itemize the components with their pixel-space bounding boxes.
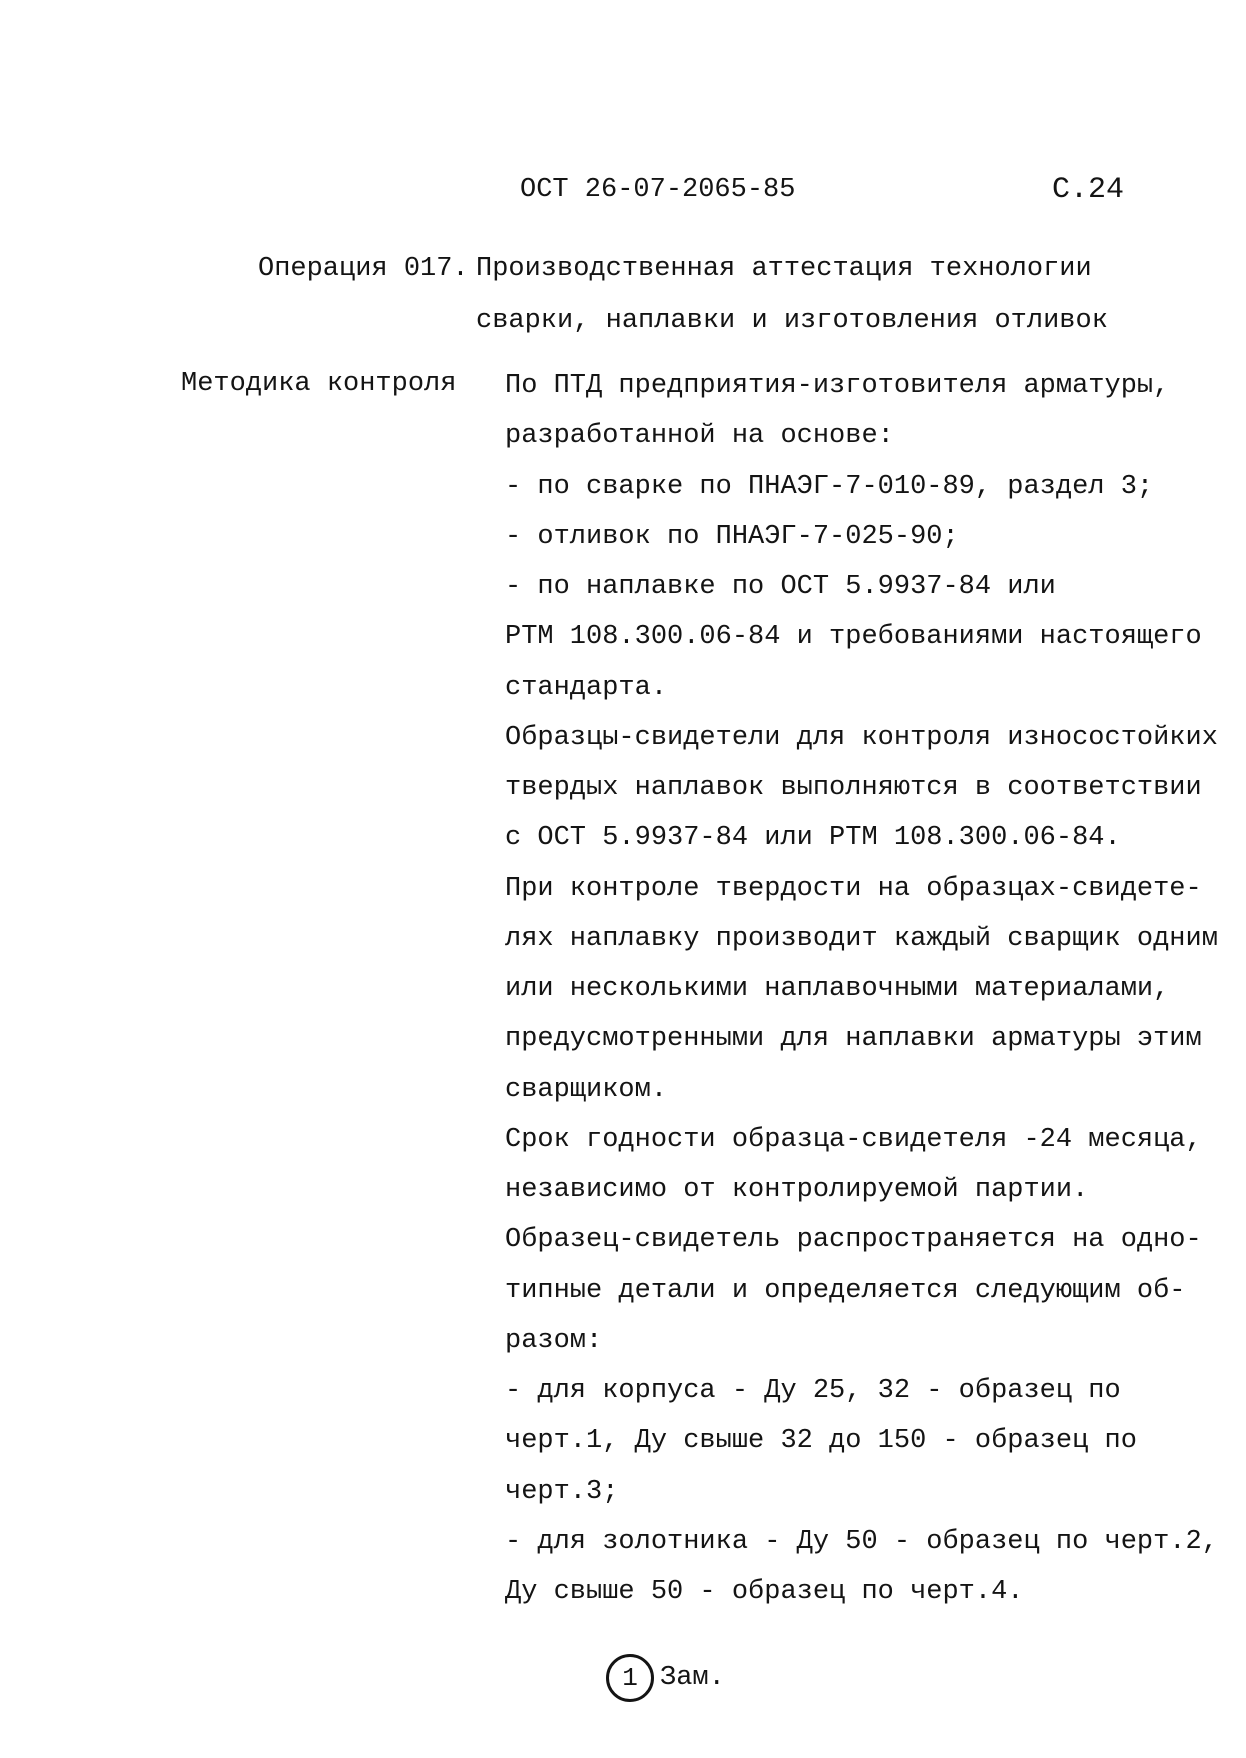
operation-title-line-1: Производственная аттестация технологии — [476, 254, 1092, 284]
text-line: Срок годности образца-свидетеля -24 месяца, — [505, 1124, 1202, 1155]
text-line: независимо от контролируемой партии. — [505, 1175, 1089, 1205]
text-line: с ОСТ 5.9937-84 или РТМ 108.300.06-84. — [505, 823, 1121, 854]
text-line: твердых наплавок выполняются в соответствии — [505, 773, 1202, 803]
method-label: Методика контроля — [181, 369, 457, 399]
text-line: Ду свыше 50 - образец по черт.4. — [505, 1577, 1024, 1607]
page-number: С.24 — [1052, 173, 1125, 207]
text-line: - для корпуса - Ду 25, 32 - образец по — [505, 1376, 1121, 1406]
method-body — [505, 369, 1218, 1625]
text-line: По ПТД предприятия-изготовителя арматуры, — [505, 371, 1170, 401]
text-line: - по сварке по ПНАЭГ-7-010-89, раздел 3; — [505, 471, 1154, 502]
text-line: - по наплавке по ОСТ 5.9937-84 или — [505, 572, 1056, 602]
text-line: разработанной на основе: — [505, 421, 894, 452]
text-line: разом: — [505, 1325, 603, 1356]
document-code: ОСТ 26-07-2065-85 — [520, 175, 796, 205]
text-line: стандарта. — [505, 672, 668, 703]
change-number-circle: 1 — [606, 1654, 654, 1702]
text-line: - для золотника - Ду 50 - образец по черт.2, — [505, 1526, 1218, 1557]
text-line: предусмотренными для наплавки арматуры этим — [505, 1024, 1202, 1055]
text-line: типные детали и определяется следующим об- — [505, 1275, 1186, 1306]
operation-label: Операция 017. — [258, 254, 469, 284]
text-line: РТМ 108.300.06-84 и требованиями настоящего — [505, 622, 1202, 653]
text-line: - отливок по ПНАЭГ-7-025-90; — [505, 521, 959, 552]
operation-title-line-2: сварки, наплавки и изготовления отливок — [476, 306, 1108, 336]
text-line: черт.3; — [505, 1476, 619, 1507]
text-line: При контроле твердости на образцах-свидете- — [505, 873, 1202, 904]
text-line: или несколькими наплавочными материалами, — [505, 974, 1170, 1004]
text-line: черт.1, Ду свыше 32 до 150 - образец по — [505, 1426, 1137, 1457]
text-line: Образцы-свидетели для контроля износостойких — [505, 722, 1218, 753]
change-note — [606, 1654, 725, 1702]
change-note-text: Зам. — [660, 1663, 725, 1693]
text-line: лях наплавку производит каждый сварщик одним — [505, 923, 1218, 954]
text-line: Образец-свидетель распространяется на одно- — [505, 1225, 1202, 1256]
text-line: сварщиком. — [505, 1074, 668, 1105]
